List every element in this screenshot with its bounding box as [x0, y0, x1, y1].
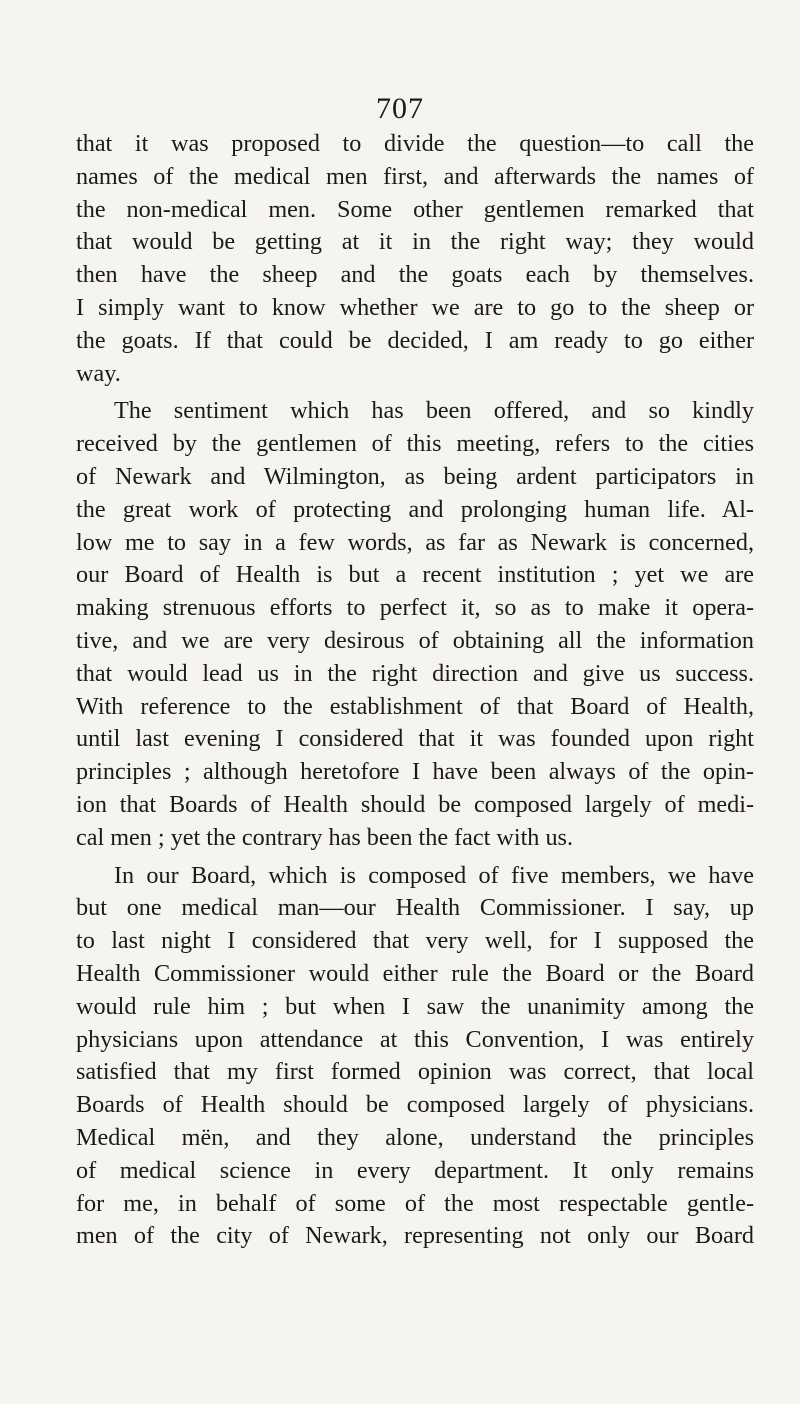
text-line: then have the sheep and the goats each by themselves.: [76, 261, 754, 289]
text-line: that would lead us in the right direction and give us success.: [76, 659, 754, 687]
text-line: the great work of protecting and prolonging human life. Al-: [76, 495, 754, 523]
text-line: of medical science in every department. It only remains: [76, 1156, 754, 1184]
text-line: ion that Boards of Health should be composed largely of medi-: [76, 790, 754, 818]
text-line: physicians upon attendance at this Convention, I was entirely: [76, 1025, 754, 1053]
text-line: men of the city of Newark, representing not only our Board: [76, 1222, 754, 1250]
text-line: satisfied that my first formed opinion was correct, that local: [76, 1058, 754, 1086]
text-line: The sentiment which has been offered, and so kindly: [114, 397, 754, 425]
text-line: the non-medical men. Some other gentlemen remarked that: [76, 195, 754, 223]
body-text: [76, 128, 754, 1253]
text-line: Boards of Health should be composed largely of physicians.: [76, 1091, 754, 1119]
text-line: I simply want to know whether we are to go to the sheep or: [76, 293, 754, 321]
paragraph-1: [76, 128, 754, 390]
text-line: making strenuous efforts to perfect it, so as to make it opera-: [76, 594, 754, 622]
text-line: until last evening I considered that it was founded upon right: [76, 725, 754, 753]
text-line: but one medical man—our Health Commissioner. I say, up: [76, 894, 754, 922]
text-line: principles ; although heretofore I have been always of the opin-: [76, 758, 754, 786]
text-line: that would be getting at it in the right way; they would: [76, 228, 754, 256]
text-line: to last night I considered that very well, for I supposed the: [76, 927, 754, 955]
text-line: the goats. If that could be decided, I am ready to go either: [76, 326, 754, 354]
text-line: In our Board, which is composed of five members, we have: [114, 861, 754, 889]
text-line: names of the medical men first, and afterwards the names of: [76, 162, 754, 190]
text-line: way.: [76, 359, 121, 387]
text-line: tive, and we are very desirous of obtaining all the information: [76, 626, 754, 654]
text-line: Medical mën, and they alone, understand the principles: [76, 1123, 754, 1151]
paragraph-3: [76, 860, 754, 1254]
text-line: would rule him ; but when I saw the unanimity among the: [76, 992, 754, 1020]
text-line: With reference to the establishment of that Board of Health,: [76, 692, 754, 720]
paragraph-2: [76, 395, 754, 854]
text-line: for me, in behalf of some of the most respectable gentle-: [76, 1189, 754, 1217]
text-line: of Newark and Wilmington, as being ardent participators in: [76, 462, 754, 490]
text-line: cal men ; yet the contrary has been the fact with us.: [76, 823, 574, 851]
text-line: Health Commissioner would either rule the Board or the Board: [76, 959, 754, 987]
text-line: low me to say in a few words, as far as Newark is concerned,: [76, 528, 754, 556]
page-number: 707: [376, 92, 424, 125]
text-line: our Board of Health is but a recent institution ; yet we are: [76, 561, 754, 589]
text-line: that it was proposed to divide the question—to call the: [76, 130, 754, 157]
text-line: received by the gentlemen of this meeting, refers to the cities: [76, 430, 754, 458]
